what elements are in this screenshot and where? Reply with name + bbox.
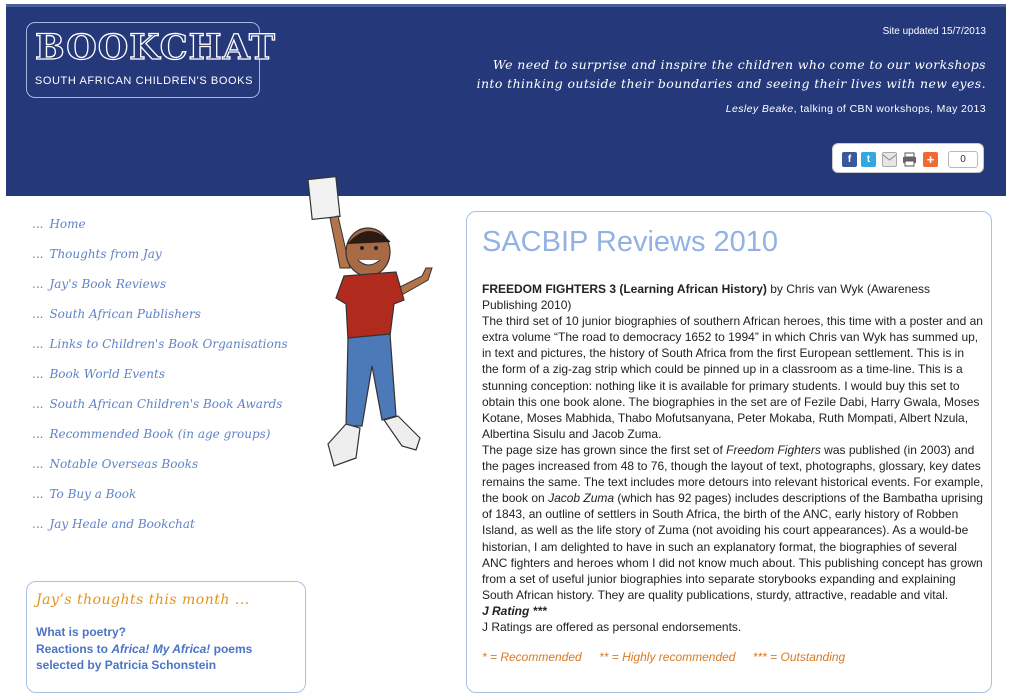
nav-dots: ... bbox=[32, 277, 44, 291]
text-span: Freedom Fighters bbox=[726, 442, 821, 457]
sidebar-item-label: South African Children's Book Awards bbox=[49, 397, 283, 411]
thoughts-title: Jay’s thoughts this month ... bbox=[36, 592, 250, 608]
share-count: 0 bbox=[948, 151, 978, 168]
twitter-icon[interactable]: t bbox=[861, 152, 876, 167]
site-header bbox=[6, 4, 1006, 196]
text-span: (which has 92 pages) includes descriptions of the Bambatha uprising of 1843, an outline of settlers in South Africa, the birth of the ANC, early history of Robben Island, as well as the life story of Zuma (not avoiding his court appearances). As a would-be historian, I am delighted to have in such an explanatory format, the biographies of several ANC fighters and heroes whom I did not know much about. This publishing concept has grown from a set of useful junior biographies into separate storybooks expanding and explaining South African history. They are quality publications, sturdy, attractive, readable and vital. bbox=[482, 491, 983, 602]
sidebar-item-label: Thoughts from Jay bbox=[49, 247, 162, 261]
rating-key bbox=[482, 650, 859, 664]
nav-dots: ... bbox=[32, 397, 44, 411]
sidebar-item-to-buy-a-book[interactable] bbox=[32, 487, 312, 517]
text-span: The page size has grown since the first set of bbox=[482, 442, 727, 457]
nav-dots: ... bbox=[32, 217, 44, 231]
quote-author: Lesley Beake bbox=[725, 103, 794, 115]
nav-dots: ... bbox=[32, 457, 44, 471]
quote-line: We need to surprise and inspire the children who come to our workshops bbox=[492, 57, 986, 72]
sidebar-item-recommended-book-in-age-groups[interactable] bbox=[32, 427, 312, 457]
facebook-icon[interactable]: f bbox=[842, 152, 857, 167]
sidebar-item-home[interactable] bbox=[32, 217, 312, 247]
text-span: was published (in 2003) and the pages increased from 48 to 76, though the layout of text, photographs, glossary, key dates remains the same. The text includes more detours into relevant historical events. For example, the book on bbox=[482, 442, 984, 506]
rating-key-item: ** = Highly recommended bbox=[599, 650, 736, 664]
sidebar-item-label: Links to Children's Book Organisations bbox=[49, 337, 288, 351]
quote-line: into thinking outside their boundaries and seeing their lives with new eyes. bbox=[476, 76, 986, 91]
sidebar-item-thoughts-from-jay[interactable] bbox=[32, 247, 312, 277]
sidebar-item-notable-overseas-books[interactable] bbox=[32, 457, 312, 487]
quote-context: , talking of CBN workshops, May 2013 bbox=[793, 103, 986, 115]
sidebar-item-links-to-children-s-book-organisations[interactable] bbox=[32, 337, 312, 367]
sidebar-item-south-african-publishers[interactable] bbox=[32, 307, 312, 337]
review-paragraph bbox=[482, 442, 984, 603]
quote-attribution bbox=[726, 103, 986, 115]
addthis-plus-icon[interactable]: + bbox=[923, 152, 938, 167]
nav-dots: ... bbox=[32, 337, 44, 351]
nav-dots: ... bbox=[32, 427, 44, 441]
email-icon[interactable] bbox=[882, 152, 897, 167]
thoughts-box bbox=[26, 581, 306, 693]
nav-dots: ... bbox=[32, 367, 44, 381]
rating-key-item: *** = Outstanding bbox=[752, 650, 846, 664]
sidebar-item-south-african-children-s-book-awards[interactable] bbox=[32, 397, 312, 427]
share-bar bbox=[832, 143, 984, 173]
boy-holding-book-illustration bbox=[300, 176, 450, 476]
review-paragraph: The third set of 10 junior biographies of southern African heroes, this time with a poster and an extra volume “The road to democracy 1652 to 1994” in which Chris van Wyk has summed up, in text and pictures, the history of South Africa from the first European settlement. This is in the form of a zig-zag strip which could be pinned up in a classroom as a time-line. This is a stunning conception: nothing like it is available for primary students. I would buy this set to obtain this one book alone. The biographies in the set are of Fezile Dabi, Harry Gwala, Moses Kotane, Moses Mabhida, Thabo Mofutsanyana, Peter Mokaba, Ruth Mompati, Albert Nzula, Albertina Sisulu and Jacob Zuma. bbox=[482, 314, 983, 441]
sidebar-item-label: South African Publishers bbox=[49, 307, 201, 321]
sidebar-item-label: Jay's Book Reviews bbox=[49, 277, 167, 291]
site-updated-date: Site updated 15/7/2013 bbox=[882, 26, 986, 37]
sidebar-item-jay-s-book-reviews[interactable] bbox=[32, 277, 312, 307]
main-content bbox=[466, 211, 992, 693]
rating-note: J Ratings are offered as personal endorsements. bbox=[482, 619, 742, 634]
page-title: SACBIP Reviews 2010 bbox=[482, 226, 779, 258]
book-title: FREEDOM FIGHTERS 3 (Learning African History) bbox=[482, 282, 767, 296]
nav-dots: ... bbox=[32, 307, 44, 321]
print-icon[interactable] bbox=[902, 152, 917, 167]
review-entry bbox=[482, 281, 984, 635]
sidebar-item-book-world-events[interactable] bbox=[32, 367, 312, 397]
nav-dots: ... bbox=[32, 247, 44, 261]
sidebar-nav bbox=[32, 217, 312, 547]
rating-value: J Rating *** bbox=[482, 603, 547, 618]
reactions-prefix: Reactions to bbox=[36, 642, 112, 656]
logo-subtitle: SOUTH AFRICAN CHILDREN'S BOOKS bbox=[34, 75, 254, 87]
logo[interactable] bbox=[26, 22, 276, 98]
sidebar-item-label: To Buy a Book bbox=[49, 487, 137, 501]
sidebar-item-label: Jay Heale and Bookchat bbox=[49, 517, 195, 531]
sidebar-item-label: Notable Overseas Books bbox=[49, 457, 199, 471]
header-quote bbox=[426, 55, 986, 93]
text-span: Jacob Zuma bbox=[548, 491, 615, 506]
reactions-suffix: poems selected by Patricia Schonstein bbox=[36, 642, 253, 672]
sidebar-item-label: Book World Events bbox=[49, 367, 165, 381]
logo-title: BOOKCHAT bbox=[35, 27, 276, 68]
review-heading bbox=[482, 281, 984, 313]
reactions-title: Africa! My Africa! bbox=[111, 642, 211, 656]
sidebar-item-label: Recommended Book (in age groups) bbox=[49, 427, 271, 441]
sidebar-item-label: Home bbox=[49, 217, 86, 231]
rating-key-item: * = Recommended bbox=[482, 650, 582, 664]
book-byline: by Chris van Wyk (Awareness Publishing 2010) bbox=[482, 282, 930, 313]
nav-dots: ... bbox=[32, 517, 44, 531]
thoughts-link-poetry[interactable]: What is poetry? bbox=[36, 625, 127, 639]
review-rating bbox=[482, 603, 984, 619]
thoughts-link-reactions[interactable] bbox=[36, 641, 296, 673]
sidebar-item-jay-heale-and-bookchat[interactable] bbox=[32, 517, 312, 547]
nav-dots: ... bbox=[32, 487, 44, 501]
